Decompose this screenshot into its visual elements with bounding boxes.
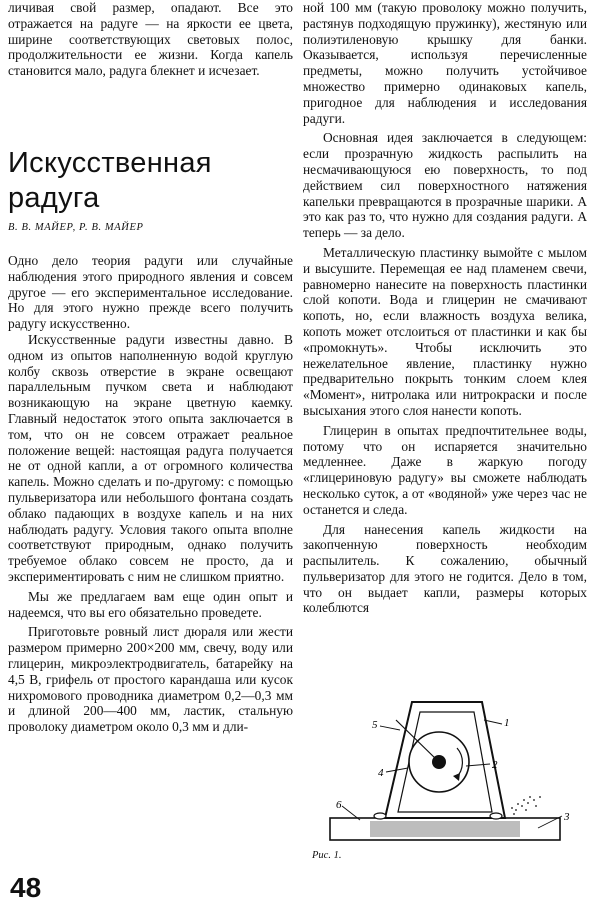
spray-droplets <box>511 796 541 815</box>
figure-label-4: 4 <box>378 767 384 779</box>
body-paragraph: Глицерин в опытах предпочтительнее воды, потому что он испаряется значительно медленнее. Даже в жаркую погоду «глицериновую радугу» вы сможете наблюдать несколько суток, а от «водяной» уже через час не останется и следа. <box>303 422 587 517</box>
figure-label-3: 3 <box>564 811 570 823</box>
page-number: 48 <box>10 872 42 903</box>
intro-paragraph: личивая свой размер, опадают. Все это отражается на радуге — на яркости ее цвета, ширине соответствующих световых полос, продолжительности ее жизни. Когда капель становится мало, радуга блекнет и исчезает. <box>8 0 293 79</box>
support-foot-right <box>490 813 502 819</box>
plate-soot-layer <box>370 821 520 837</box>
body-paragraph: Одно дело теория радуги или случайные наблюдения этого природного явления и совсем другое — его экспериментальное исследование. Но для этого нужно прежде всего получить радугу искусственно. <box>8 253 293 332</box>
left-intro-text <box>8 0 293 79</box>
body-paragraph: Металлическую пластинку вымойте с мылом и высушите. Перемещая ее над пламенем свечи, равномерно нанесите на поверхность пластинки слой копоти. Вода и глицерин не смачивают копоть, но, если влажность воздуха велика, копоть может отслоиться от пластинки и как бы «промокнуть». Чтобы исключить это нежелательное явление, пластинку нужно предварительно покрыть тонким слоем клея «Момент», нитролака или нитрокраски и после высыхания этого слоя нанести копоть. <box>303 244 587 418</box>
right-column-body <box>303 0 587 616</box>
article-title-line-2: радуга <box>8 182 100 214</box>
figure-label-5: 5 <box>372 719 378 731</box>
left-column-body <box>8 253 293 735</box>
body-paragraph: Мы же предлагаем вам еще один опыт и надеемся, что вы его обязательно проведете. <box>8 588 293 620</box>
article-authors: В. В. МАЙЕР, Р. В. МАЙЕР <box>8 222 144 233</box>
body-paragraph: Основная идея заключается в следующем: если прозрачную жидкость распылить на несмачивающуюся ею поверхность, то под действием сил поверхностного натяжения капельки превращаются в прозрачные шарики. А это как раз то, что нужно для создания радуги. А теперь — за дело. <box>303 130 587 241</box>
sprayer-diagram <box>300 700 588 890</box>
figure-label-1: 1 <box>504 717 510 729</box>
figure-label-2: 2 <box>492 759 498 771</box>
figure-caption: Рис. 1. <box>312 850 342 861</box>
body-paragraph: Приготовьте ровный лист дюраля или жести размером примерно 200×200 мм, свечу, воду или глицерин, микроэлектродвигатель, батарейку на 4,5 В, грифель от простого карандаша или кусок нихромового проводника диаметром 0,2—0,3 мм и длиной 200—400 мм, ластик, стальную проволоку диаметром около 0,3 мм и дли- <box>8 624 293 735</box>
body-paragraph: ной 100 мм (такую проволоку можно получить, растянув подходящую пружинку), жестяную или полиэтиленовую крышку для банки. Оказывается, используя перечисленные предметы, можно получить устойчивое множество примерно одинаковых капель, пригодное для наблюдения и исследования радуги. <box>303 0 587 126</box>
body-paragraph: Искусственные радуги известны давно. В одном из опытов наполненную водой круглую колбу сквозь отверстие в экране освещают параллельным пучком света и наблюдают возникающую на экране цветную каемку. Главный недостаток этого опыта заключается в том, что он не совсем отражает реальное положение вещей: настоящая радуга получается не от одной капли, а от огромного количества капель. Можно сделать и по-другому: с помощью пульверизатора или небольшого фонтана создать облако падающих в воздухе капель и на них наблюдать радугу. Условия такого опыта вполне соответствуют природным, однако получить требуемое облако совсем не просто, да и экспериментировать с ним не слишком приятно. <box>8 331 293 584</box>
article-title-line-1: Искусственная <box>8 147 212 179</box>
support-foot-left <box>374 813 386 819</box>
figure-label-6: 6 <box>336 799 342 811</box>
body-paragraph: Для нанесения капель жидкости на закопченную поверхность необходим распылитель. К сожалению, обычный пульверизатор для этого не годится. Дело в том, что он выдает капли, размеры которых колеблются <box>303 521 587 616</box>
article-title <box>8 146 293 216</box>
